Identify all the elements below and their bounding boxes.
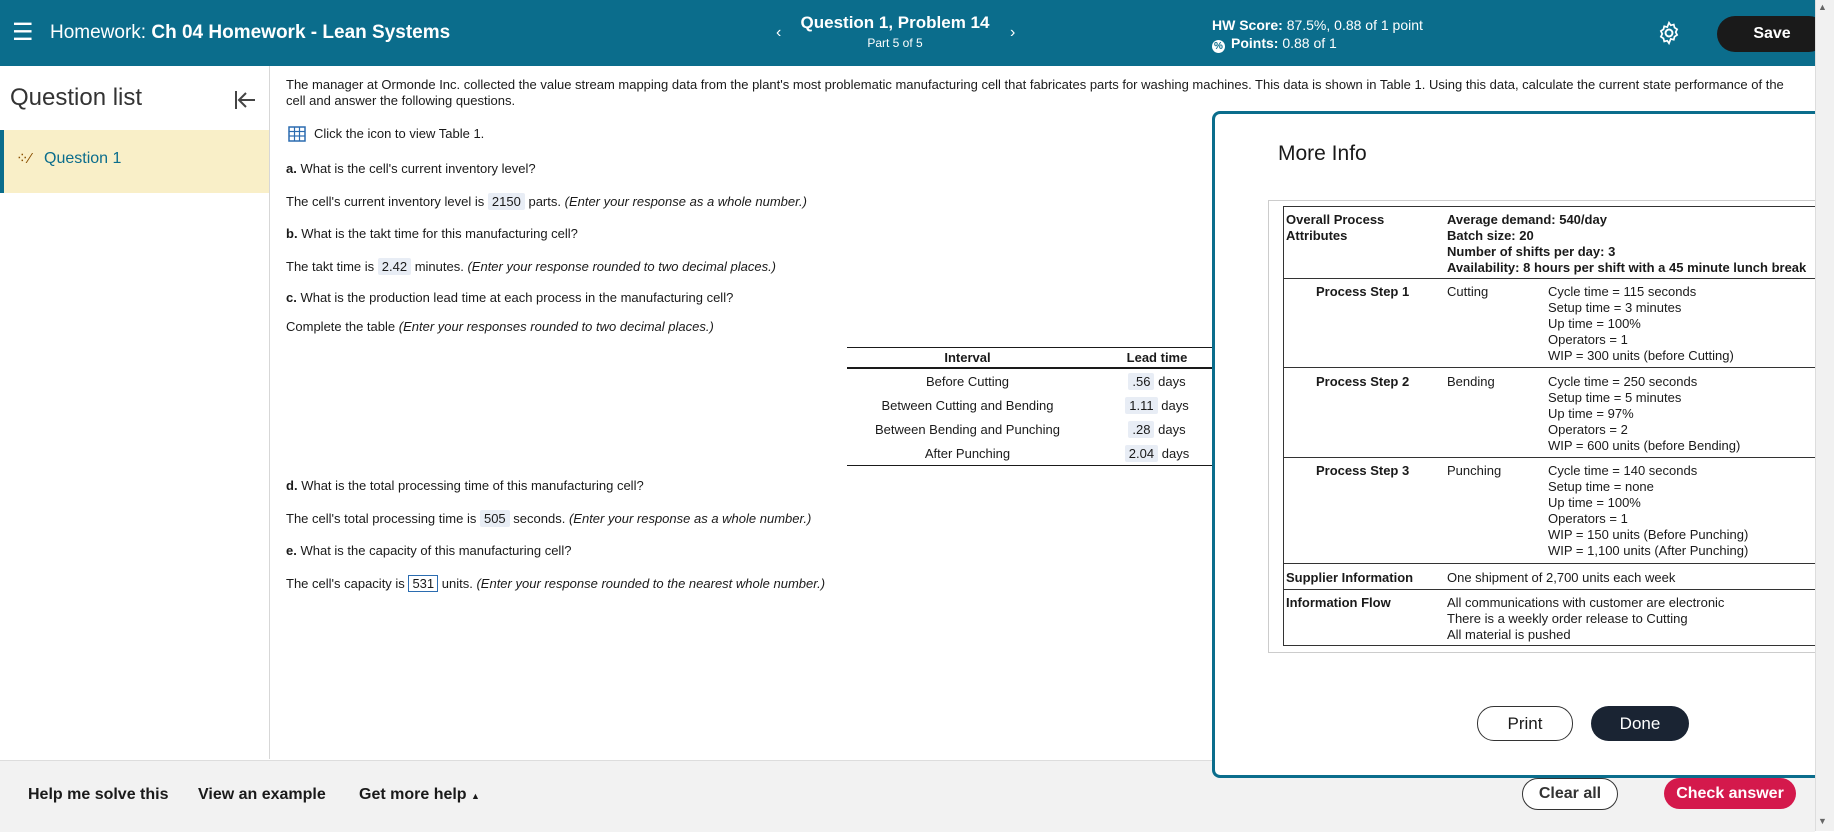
interval-cell: After Punching — [847, 441, 1088, 466]
check-answer-button[interactable]: Check answer — [1664, 778, 1796, 809]
homework-prefix: Homework: — [50, 22, 147, 43]
divider — [1283, 457, 1818, 458]
step-detail: Setup time = 3 minutes — [1548, 300, 1682, 315]
caret-up-icon: ▲ — [471, 791, 480, 801]
question-c-instruction-text: Complete the table — [286, 319, 396, 334]
question-c: c. What is the production lead time at each process in the manufacturing cell? — [286, 290, 734, 305]
answer-e-post: units. — [441, 576, 473, 591]
hw-score-label: HW Score: — [1212, 17, 1283, 33]
previous-question-button[interactable]: ‹ — [776, 24, 782, 41]
done-button[interactable]: Done — [1591, 706, 1689, 741]
question-list-sidebar — [0, 66, 270, 759]
question-d: d. What is the total processing time of this manufacturing cell? — [286, 478, 644, 493]
scroll-up-icon[interactable]: ▲ — [1818, 2, 1827, 12]
overall-label-2: Attributes — [1286, 228, 1348, 243]
question-c-instruction — [286, 319, 714, 334]
answer-e-hint: (Enter your response rounded to the nearest whole number.) — [476, 576, 826, 591]
lead-time-field[interactable]: 2.04 — [1125, 445, 1158, 462]
answer-a-pre: The cell's current inventory level is — [286, 194, 485, 209]
save-button[interactable]: Save — [1717, 16, 1827, 52]
step-detail: Up time = 100% — [1548, 316, 1641, 331]
overall-line: Number of shifts per day: 3 — [1447, 244, 1616, 259]
dialog-title: More Info — [1278, 142, 1367, 165]
overall-label-1: Overall Process — [1286, 212, 1385, 227]
view-example-button[interactable]: View an example — [198, 786, 326, 803]
info-flow-line: There is a weekly order release to Cutting — [1447, 611, 1688, 626]
divider — [1283, 563, 1818, 564]
question-c-hint: (Enter your responses rounded to two decimal places.) — [398, 319, 714, 334]
question-part: Part 5 of 5 — [867, 36, 923, 50]
divider — [1283, 278, 1818, 279]
homework-title — [50, 22, 450, 44]
answer-e-pre: The cell's capacity is — [286, 576, 405, 591]
step-name: Cutting — [1447, 284, 1489, 299]
get-more-help-label: Get more help — [359, 786, 467, 803]
supplier-value: One shipment of 2,700 units each week — [1447, 570, 1676, 585]
lead-time-table — [847, 347, 1226, 466]
answer-b-pre: The takt time is — [286, 259, 375, 274]
lead-time-unit: days — [1158, 373, 1186, 389]
lead-time-unit: days — [1161, 397, 1189, 413]
hw-score-value: 87.5%, 0.88 of 1 point — [1286, 17, 1423, 33]
overall-line: Availability: 8 hours per shift with a 45 minute lunch break — [1447, 260, 1807, 275]
question-list-title: Question list — [10, 84, 143, 111]
interval-cell: Before Cutting — [925, 373, 1010, 389]
print-button[interactable]: Print — [1477, 706, 1573, 741]
answer-a-hint: (Enter your response as a whole number.) — [564, 194, 807, 209]
answer-b-post: minutes. — [414, 259, 464, 274]
question-a-text: What is the cell's current inventory level? — [300, 161, 536, 176]
step-detail: Cycle time = 250 seconds — [1548, 374, 1698, 389]
scroll-down-icon[interactable]: ▼ — [1818, 816, 1827, 826]
question-intro-line-1: The manager at Ormonde Inc. collected the value stream mapping data from the plant's most problematic manufacturing cell that fabricates parts for washing machines. This data is shown in Table 1. Using this data, calculate the current state performance of the — [286, 77, 1784, 92]
table-row — [847, 393, 1226, 417]
question-e-text: What is the capacity of this manufacturing cell? — [300, 543, 572, 558]
question-d-text: What is the total processing time of this manufacturing cell? — [301, 478, 644, 493]
divider — [1283, 367, 1818, 368]
hw-score — [1212, 17, 1423, 33]
question-b-text: What is the takt time for this manufacturing cell? — [301, 226, 578, 241]
partial-credit-icon: % — [1212, 40, 1225, 53]
answer-e-input[interactable]: 531 — [408, 575, 438, 592]
answer-e-line — [286, 575, 825, 592]
question-c-text: What is the production lead time at each process in the manufacturing cell? — [300, 290, 734, 305]
question-intro-line-2: cell and answer the following questions. — [286, 93, 516, 108]
menu-icon[interactable]: ☰ — [12, 19, 34, 46]
answer-b-field[interactable]: 2.42 — [378, 258, 411, 275]
get-more-help-button[interactable] — [359, 786, 480, 804]
step-name: Punching — [1447, 463, 1502, 478]
answer-d-field[interactable]: 505 — [480, 510, 510, 527]
step-detail: WIP = 300 units (before Cutting) — [1548, 348, 1734, 363]
info-flow-line: All material is pushed — [1447, 627, 1571, 642]
top-bar — [0, 0, 1815, 66]
page-scrollbar[interactable] — [1815, 0, 1834, 831]
step-detail: Cycle time = 140 seconds — [1548, 463, 1698, 478]
overall-line: Average demand: 540/day — [1447, 212, 1607, 227]
info-flow-line: All communications with customer are electronic — [1447, 595, 1725, 610]
view-table-instruction: Click the icon to view Table 1. — [314, 126, 485, 141]
step-detail: WIP = 150 units (Before Punching) — [1548, 527, 1749, 542]
answer-d-line — [286, 510, 811, 527]
info-flow-label: Information Flow — [1286, 595, 1391, 610]
step-detail: Setup time = 5 minutes — [1548, 390, 1682, 405]
lead-time-unit: days — [1161, 445, 1190, 461]
sidebar-item-label: Question 1 — [44, 150, 122, 167]
interval-cell: Between Bending and Punching — [874, 421, 1061, 437]
table-row — [847, 441, 1226, 466]
step-label: Process Step 2 — [1316, 374, 1410, 389]
answer-b-line — [286, 258, 776, 275]
step-detail: Operators = 2 — [1548, 422, 1628, 437]
next-question-button[interactable]: › — [1010, 24, 1016, 41]
collapse-sidebar-icon[interactable] — [233, 88, 257, 112]
interval-header: Interval — [847, 348, 1088, 369]
divider — [1283, 589, 1818, 590]
step-label: Process Step 1 — [1316, 284, 1410, 299]
table-row — [847, 417, 1226, 441]
question-e: e. What is the capacity of this manufacturing cell? — [286, 543, 572, 558]
step-detail: Up time = 100% — [1548, 495, 1641, 510]
question-a: a. What is the cell's current inventory level? — [286, 161, 536, 176]
help-me-solve-button[interactable]: Help me solve this — [28, 786, 169, 803]
question-title: Question 1, Problem 14 — [800, 13, 990, 32]
supplier-label: Supplier Information — [1286, 570, 1414, 585]
step-detail: WIP = 600 units (before Bending) — [1548, 438, 1741, 453]
table-icon[interactable] — [288, 126, 306, 147]
points-value: 0.88 of 1 — [1282, 35, 1337, 51]
answer-a-line — [286, 193, 807, 210]
overall-line: Batch size: 20 — [1447, 228, 1534, 243]
answer-b-hint: (Enter your response rounded to two decimal places.) — [467, 259, 777, 274]
step-detail: Operators = 1 — [1548, 332, 1628, 347]
lead-time-unit: days — [1158, 421, 1186, 437]
lead-time-field[interactable]: 1.11 — [1125, 397, 1157, 414]
interval-cell: Between Cutting and Bending — [881, 397, 1054, 413]
partial-credit-icon: ⁘⁄ — [16, 150, 32, 167]
step-name: Bending — [1447, 374, 1495, 389]
step-detail: Operators = 1 — [1548, 511, 1628, 526]
lead-time-field[interactable]: .28 — [1128, 421, 1154, 438]
answer-a-post: parts. — [528, 194, 561, 209]
answer-d-post: seconds. — [513, 511, 566, 526]
more-info-dialog — [1212, 111, 1815, 778]
step-detail: Cycle time = 115 seconds — [1548, 284, 1697, 299]
points — [1212, 35, 1337, 53]
settings-gear-icon[interactable] — [1656, 20, 1682, 46]
question-b: b. What is the takt time for this manufacturing cell? — [286, 226, 578, 241]
step-label: Process Step 3 — [1316, 463, 1410, 478]
points-label: Points: — [1231, 35, 1279, 51]
step-detail: WIP = 1,100 units (After Punching) — [1548, 543, 1749, 558]
step-detail: Setup time = none — [1548, 479, 1654, 494]
lead-time-field[interactable]: .56 — [1128, 373, 1154, 390]
answer-a-field[interactable]: 2150 — [488, 193, 525, 210]
sidebar-item-question-1[interactable] — [0, 130, 269, 193]
answer-d-pre: The cell's total processing time is — [286, 511, 477, 526]
answer-d-hint: (Enter your response as a whole number.) — [568, 511, 812, 526]
homework-name: Ch 04 Homework - Lean Systems — [151, 22, 451, 43]
clear-all-button[interactable]: Clear all — [1522, 778, 1618, 810]
step-detail: Up time = 97% — [1548, 406, 1634, 421]
table-row — [847, 368, 1226, 393]
lead-time-header: Lead time — [1088, 348, 1226, 369]
